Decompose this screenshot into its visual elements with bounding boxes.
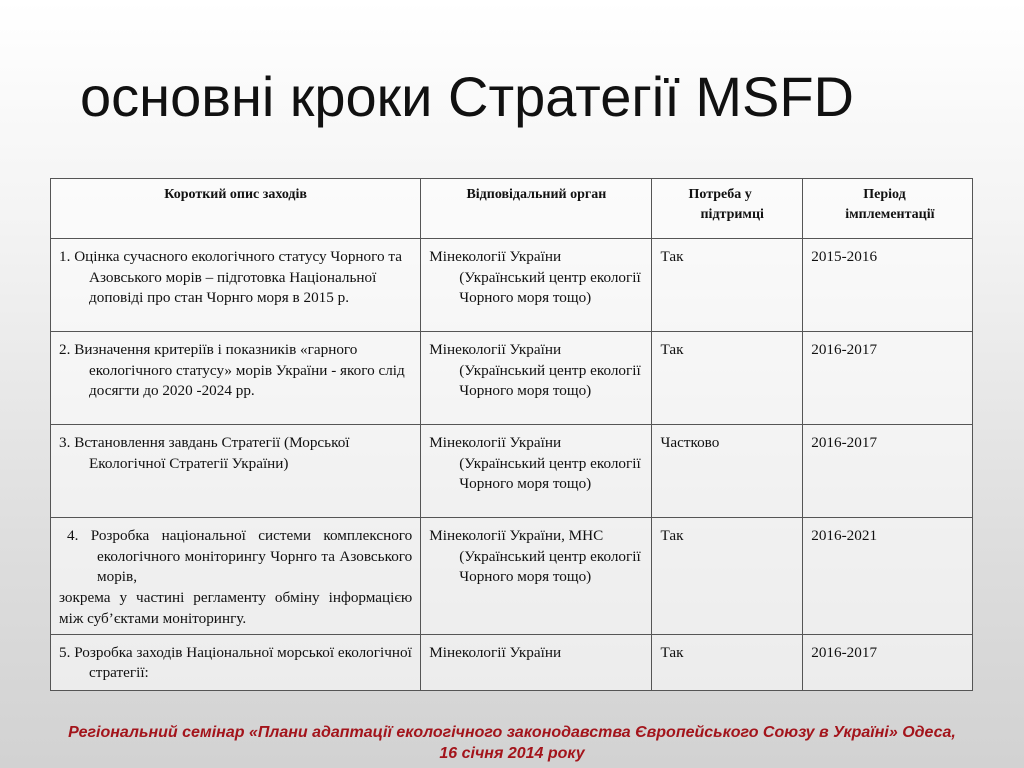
slide-title: основні кроки Стратегії MSFD xyxy=(80,65,854,128)
measures-table xyxy=(50,178,973,691)
row-responsible-body: Мінекології України, МНС (Український центр екології Чорного моря тощо) xyxy=(421,518,652,635)
row-period: 2016-2021 xyxy=(803,518,973,635)
header-responsible-body: Відповідальний орган xyxy=(421,179,652,239)
row-description: 4. Розробка національної системи комплексного екологічного моніторингу Чорнго та Азовського морів, зокрема у частині регламенту обміну інформацією між суб’єктами моніторингу. xyxy=(51,518,421,635)
footer-line-2: 16 січня 2014 року xyxy=(439,745,585,762)
row-support: Так xyxy=(652,518,803,635)
header-support-need: Потреба у підтримці xyxy=(652,179,803,239)
row-responsible-body: Мінекології України (Український центр екології Чорного моря тощо) xyxy=(421,239,652,332)
row-responsible-body: Мінекології України (Український центр екології Чорного моря тощо) xyxy=(421,332,652,425)
row-support: Так xyxy=(652,239,803,332)
row-period: 2016-2017 xyxy=(803,332,973,425)
table-row xyxy=(51,425,973,518)
header-implementation-period: Період імплементації xyxy=(803,179,973,239)
row-responsible-body: Мінекології України xyxy=(421,634,652,690)
row-support: Частково xyxy=(652,425,803,518)
header-description: Короткий опис заходів xyxy=(51,179,421,239)
table-row xyxy=(51,239,973,332)
footer-caption xyxy=(0,722,1024,764)
row-support: Так xyxy=(652,332,803,425)
row-period: 2016-2017 xyxy=(803,425,973,518)
table-row xyxy=(51,518,973,635)
row-description: 3. Встановлення завдань Стратегії (Морської Екологічної Стратегії України) xyxy=(51,425,421,518)
row-description: 5. Розробка заходів Національної морської екологічної стратегії: xyxy=(51,634,421,690)
row-responsible-body: Мінекології України (Український центр екології Чорного моря тощо) xyxy=(421,425,652,518)
row-description: 2. Визначення критеріїв і показників «гарного екологічного статусу» морів України - якого слід досягти до 2020 -2024 рр. xyxy=(51,332,421,425)
footer-line-1: Регіональний семінар «Плани адаптації екологічного законодавства Європейського Союзу в Україні» Одеса, xyxy=(68,724,956,741)
table-row xyxy=(51,634,973,690)
table-header-row xyxy=(51,179,973,239)
table-row xyxy=(51,332,973,425)
row-support: Так xyxy=(652,634,803,690)
row-period: 2015-2016 xyxy=(803,239,973,332)
row-description: 1. Оцінка сучасного екологічного статусу Чорного та Азовського морів – підготовка Національної доповіді про стан Чорнго моря в 2015 р. xyxy=(51,239,421,332)
row-period: 2016-2017 xyxy=(803,634,973,690)
